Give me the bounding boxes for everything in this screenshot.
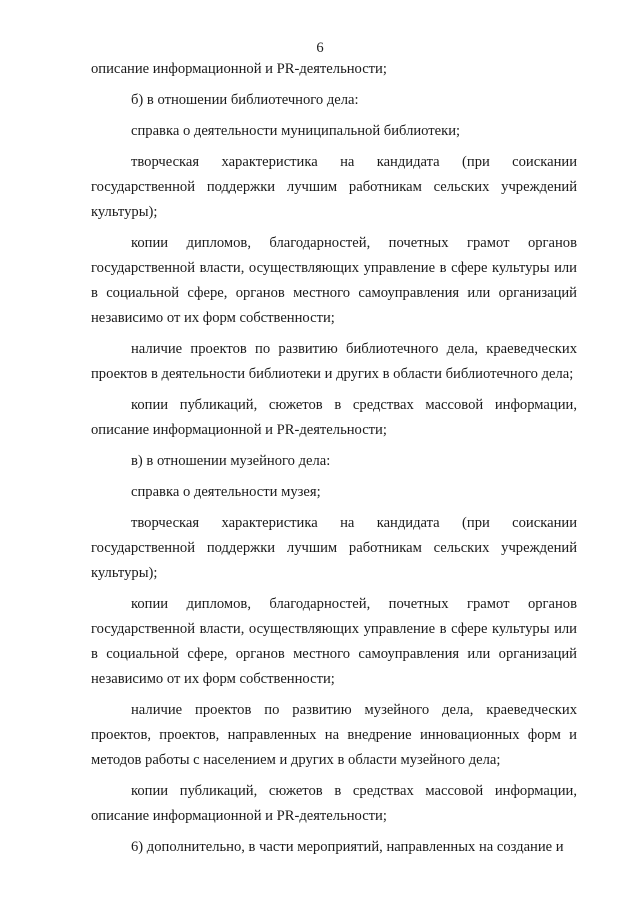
paragraph: копии публикаций, сюжетов в средствах массовой информации, описание информационной и PR-деятельности; <box>91 783 577 824</box>
paragraph: наличие проектов по развитию музейного дела, краеведческих проектов, проектов, направленных на внедрение инновационных форм и методов работы с населением и других в области музейного дела; <box>91 702 577 768</box>
paragraph: наличие проектов по развитию библиотечного дела, краеведческих проектов в деятельности библиотеки и других в области библиотечного дела; <box>91 341 577 382</box>
paragraph-continuation: описание информационной и PR-деятельности; <box>91 61 387 77</box>
section-heading-museum: в) в отношении музейного дела: <box>131 453 331 469</box>
paragraph: творческая характеристика на кандидата (при соискании государственной поддержки лучшим работникам сельских учреждений культуры); <box>91 515 577 581</box>
paragraph-numbered: 6) дополнительно, в части мероприятий, направленных на создание и <box>131 839 564 855</box>
paragraph: копии дипломов, благодарностей, почетных грамот органов государственной власти, осуществляющих управление в сфере культуры или в социальной сфере, органов местного самоуправления или организаций независимо от их форм собственности; <box>91 596 577 687</box>
section-heading-library: б) в отношении библиотечного дела: <box>131 92 359 108</box>
paragraph: справка о деятельности музея; <box>131 484 321 500</box>
paragraph: справка о деятельности муниципальной библиотеки; <box>131 123 461 139</box>
paragraph: творческая характеристика на кандидата (при соискании государственной поддержки лучшим работникам сельских учреждений культуры); <box>91 154 577 220</box>
document-body <box>91 57 577 866</box>
paragraph: копии дипломов, благодарностей, почетных грамот органов государственной власти, осуществляющих управление в сфере культуры или в социальной сфере, органов местного самоуправления или организаций независимо от их форм собственности; <box>91 235 577 326</box>
paragraph: копии публикаций, сюжетов в средствах массовой информации, описание информационной и PR-деятельности; <box>91 397 577 438</box>
page-number: 6 <box>316 40 324 56</box>
